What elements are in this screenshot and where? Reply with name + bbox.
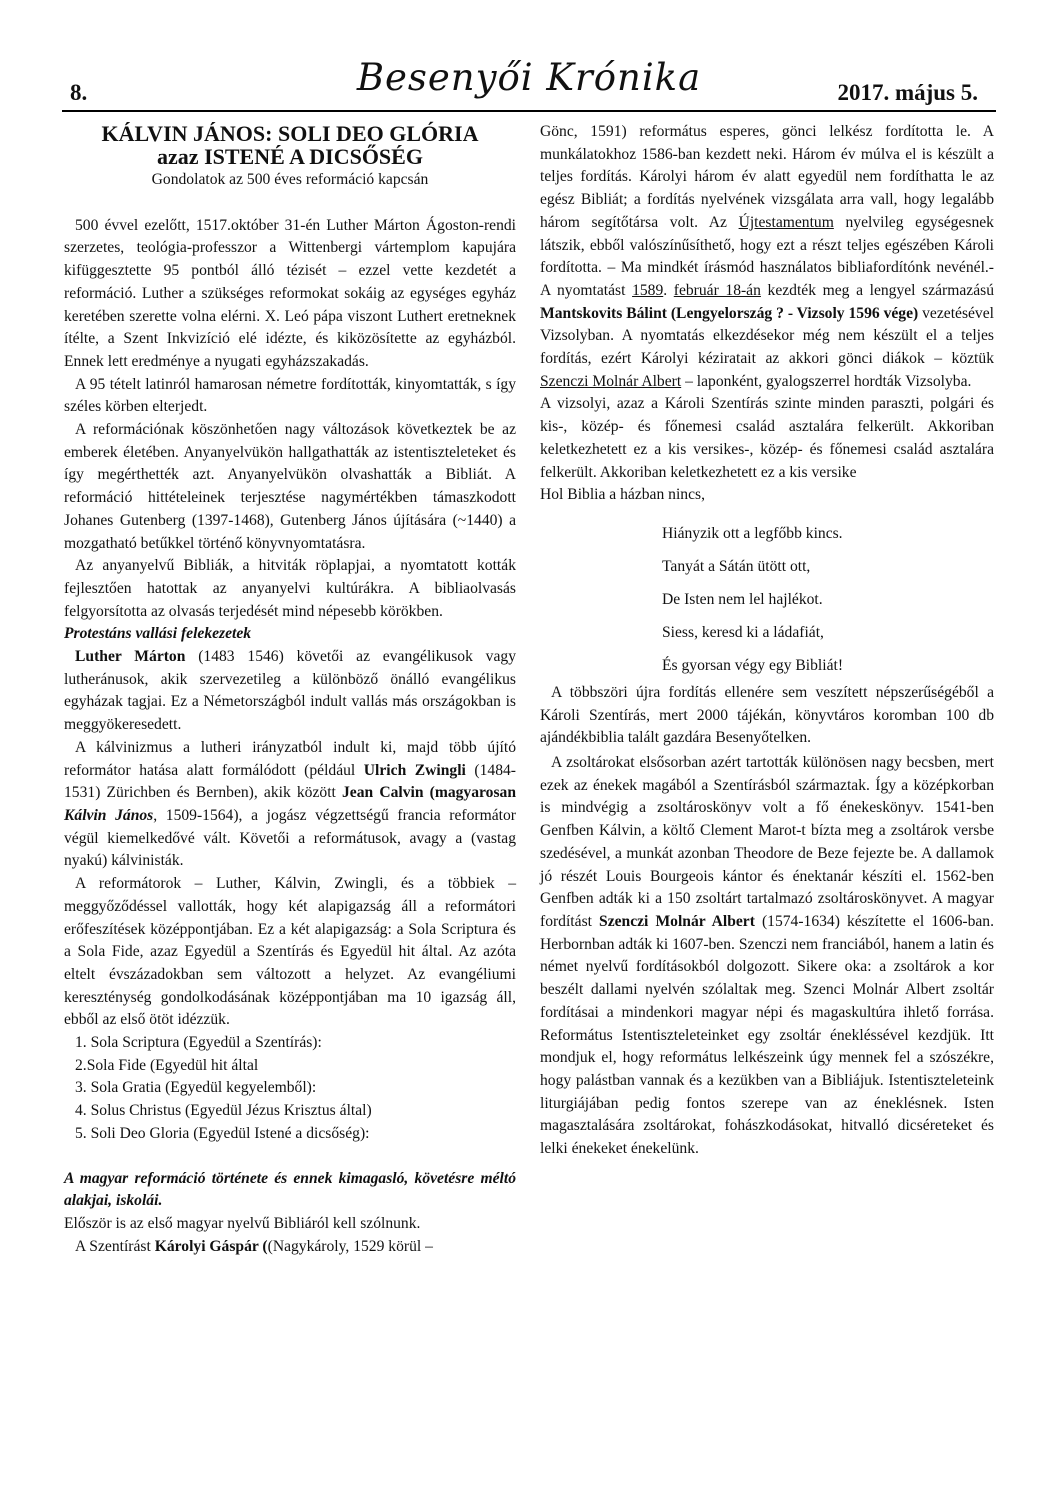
section-heading: Protestáns vallási felekezetek: [64, 625, 252, 643]
bold-name: Luther Márton: [75, 648, 186, 666]
poem-line: És gyorsan végy egy Bibliát!: [662, 656, 844, 674]
bold-name: Ulrich Zwingli: [363, 761, 466, 779]
paragraph: A reformátorok – Luther, Kálvin, Zwingli, és a többiek – meggyőződéssel vallották, hogy két alapigazság áll a reformátori erőfeszítések középpontjában. Ez a két alapigazság: a Sola Scriptura és a Sola Fide, azaz Egyedül a Szentírás és Egyedül hit által. Az azóta eltelt évszázadokban sem változott a helyzet. Az evangéliumi kereszténység gondolkodásának középpontjában ma 10 igazság áll, ebből az első ötöt idézzük.: [64, 875, 516, 1029]
poem-line: De Isten nem lel hajlékot.: [662, 590, 823, 608]
page-header: [62, 52, 996, 112]
poem: [540, 484, 994, 682]
paragraph: Az anyanyelvű Bibliák, a hitviták röplapjai, a nyomtatott kották fejlesztően hatottak az anyanyelvi kultúrákra. A bibliaolvasás felgyorsította az olvasás terjedését mind népesebb körökben.: [64, 557, 516, 620]
paragraph: Először is az első magyar nyelvű Bibliáról kell szólnunk.: [64, 1214, 421, 1232]
page-number: 8.: [70, 80, 88, 105]
underlined-date: 1589: [632, 281, 664, 299]
text-run: .: [663, 281, 674, 299]
paragraph: [540, 121, 994, 393]
text-run: A zsoltárokat elsősorban azért tartották különösen nagy becsben, mert ezek az énekek magából a Szentírásból származtak. Így a középkorban is mindvégig a zsoltároskönyv volt a fő énekeskönyv. 1541-ben Genfben Kálvin, a költő Clement Marot-t bízta meg a zsoltárok versbe szedésével, a munkát azonban Theodore de Beze fejezte be. A dallamok jó részét Louis Bourgeois kántor és énektanár készíti el. 1562-ben Genfben adták ki a 150 zsoltárt tartalmazó zsoltároskönyvet. A magyar fordítást: [540, 754, 994, 930]
paragraph: A reformációnak köszönhetően nagy változások következtek be az emberek életében. Anyanyelvükön hallgathatták az istentiszteleteket és így megérthették azt. Anyanyelvükön olvashatták a Bibliát. A reformáció hittételeinek terjesztése nagymértékben támaszkodott Johanes Gutenberg (1397-1468), Gutenberg János újítására (~1440) a mozgatható betűkkel történő könyvnyomtatásra.: [64, 421, 516, 552]
paragraph: [64, 1236, 516, 1259]
issue-date: 2017. május 5.: [837, 80, 978, 105]
right-column: [540, 121, 994, 1161]
bold-name: Jean Calvin (magyarosan: [342, 784, 516, 802]
section-heading: A magyar reformáció története és ennek kimagasló, követésre méltó alakjai, iskolái.: [64, 1169, 516, 1210]
masthead-title: Besenyői Krónika: [356, 56, 702, 99]
article-subtitle: Gondolatok az 500 éves reformáció kapcsán: [151, 171, 429, 188]
paragraph: [64, 737, 516, 873]
text-run: (1483 1546) követői az evangélikusok vagy lutheránusok, akik szervezetileg a különböző önálló evangélikus egyházak tagjai. Ez a Németországból indult vallás más országokban is meggyökeresedett.: [64, 648, 516, 734]
paragraph: A vizsolyi, azaz a Károli Szentírás szinte minden paraszti, polgári és kis-, közép- és főnemesi család asztalára felkerült. Akkoriban keletkezhetett ez a kis versikes-, közép- és főnemesi család asztalára felkerült. Akkoriban keletkezhetett ez a kis versike: [540, 395, 994, 481]
bold-name: Szenczi Molnár Albert: [599, 912, 755, 930]
poem-line: Siess, keresd ki a ládafiát,: [662, 623, 824, 641]
paragraph: 500 évvel ezelőtt, 1517.október 31-én Luther Márton Ágoston-rendi szerzetes, teológia-professzor a Wittenbergi vártemplom kapujára kifüggesztette 95 pontból álló tézisét – ezzel vette kezdetét a reformáció. Luther a szükséges reformokat sokáig az egységes egyház keretében szerette volna elérni. X. Leó pápa viszont Luthert eretneknek ítélte, a Szent Inkvizíció elé idézte, és kiközösítette az egyházból. Ennek lett eredménye a nyugati egyházszakadás.: [64, 216, 516, 370]
text-run: (1574-1634) készítette el 1606-ban. Herbornban adták ki 1607-ben. Szenczi nem franciából, hanem a latin és német nyelvű fordításokból dolgozott. Sikere oka: a zsoltárok a kor beszélt dallami nyelvén szólaltak meg. Szenci Molnár Albert zsoltár fordításai a mindenkori magyar népi és magaskultúra ihlető forrása. Református Istentiszteleteinket egy zsoltár énekléssével kezdjük. Itt mondjuk el, hogy református lelkészeink úgy mennek fel a szószékre, hogy palástban vannak és a kezükben van a Bibliájuk. Istentiszteleteink liturgiájában pedig fontos szerepe van az éneklésnek. Isten magasztalására zsoltárokat, fohászkodásokat, hitvalló dicséreteket és lelki énekeket énekelünk.: [540, 912, 994, 1158]
bold-italic-name: Kálvin János: [64, 806, 154, 824]
text-run: , 1509-1564), a jogász végzettségű francia reformátor végül kiemelkedővé vált. Követői a reformátusok, avagy a (vastag nyakú) kálvinisták.: [64, 806, 516, 870]
list-item: 3. Sola Gratia (Egyedül kegyelemből):: [75, 1079, 317, 1097]
list-item: 5. Soli Deo Gloria (Egyedül Istené a dicsőség):: [75, 1124, 370, 1142]
bold-name: Mantskovits Bálint (Lengyelország ? - Vizsoly 1596 vége): [540, 304, 919, 322]
text-run: – laponként, gyalogszerrel hordták Vizsolyba.: [681, 372, 972, 390]
text-run: A Szentírást: [75, 1237, 155, 1255]
header-rule: [62, 110, 996, 112]
article-title: [64, 122, 516, 168]
paragraph: A többszöri újra fordítás ellenére sem veszített népszerűségéből a Károli Szentírás, mert 2000 tájékán, könyvtáros koromban 100 db ajándékbiblia talált gazdára Besenyőtelken.: [540, 683, 994, 747]
underlined-term: Újtestamentum: [738, 213, 834, 231]
list-item: 1. Sola Scriptura (Egyedül a Szentírás):: [75, 1034, 322, 1052]
title-line-1: KÁLVIN JÁNOS: SOLI DEO GLÓRIA: [101, 121, 479, 146]
text-run: Gönc, 1591) református esperes, gönci lelkész fordította le. A munkálatokhoz 1586-ban kezdett neki. Három év múlva el is készült a teljes fordítás. Károlyi három év alatt egyedül nem fordíthatta le az egész Bibliát; a fordítás nyelvének vizsgálata arra vall, hogy legalább három segítőtársa volt. Az: [540, 123, 994, 231]
poem-line: Hol Biblia a házban nincs,: [540, 486, 705, 504]
principles-list: [64, 1032, 516, 1146]
text-run: kezdték meg a lengyel származású: [760, 281, 994, 299]
underlined-date: február 18-án: [673, 281, 761, 299]
paragraph: A 95 tételt latinról hamarosan németre fordították, kinyomtatták, s így széles körben elterjedt.: [64, 375, 516, 416]
text-run: A kálvinizmus a lutheri irányzatból indult ki, majd több újító reformátor hatása alatt formálódott (például: [64, 738, 516, 779]
text-run: nyelvileg egységesnek látszik, ebből valószínűsíthető, hogy ezt a részt teljes egészében Károli fordította. – Ma mindkét írásmód használatos bibliafordítónk nevénél.- A nyomtatást: [540, 213, 994, 299]
paragraph: [64, 646, 516, 737]
paragraph: [540, 752, 994, 1161]
underlined-name: Szenczi Molnár Albert: [540, 372, 682, 390]
text-run: (Nagykároly, 1529 körül –: [267, 1237, 433, 1255]
list-item: 2.Sola Fide (Egyedül hit által: [75, 1056, 259, 1074]
title-line-2: azaz ISTENÉ A DICSŐSÉG: [157, 144, 423, 169]
list-item: 4. Solus Christus (Egyedül Jézus Krisztus által): [75, 1102, 372, 1120]
text-run: (1484-1531) Zürichben és Bernben), akik között: [64, 761, 516, 802]
poem-line: Hiányzik ott a legfőbb kincs.: [662, 524, 843, 542]
text-run: vezetésével Vizsolyban. A nyomtatás elkezdésekor még nem készült el a teljes fordítás, ezért Károlyi kéziratait az akkori gönci diákok – köztük: [540, 304, 994, 368]
poem-line: Tanyát a Sátán ütött ott,: [662, 557, 811, 575]
bold-name: Károlyi Gáspár (: [154, 1237, 268, 1255]
left-column: [64, 122, 516, 1258]
